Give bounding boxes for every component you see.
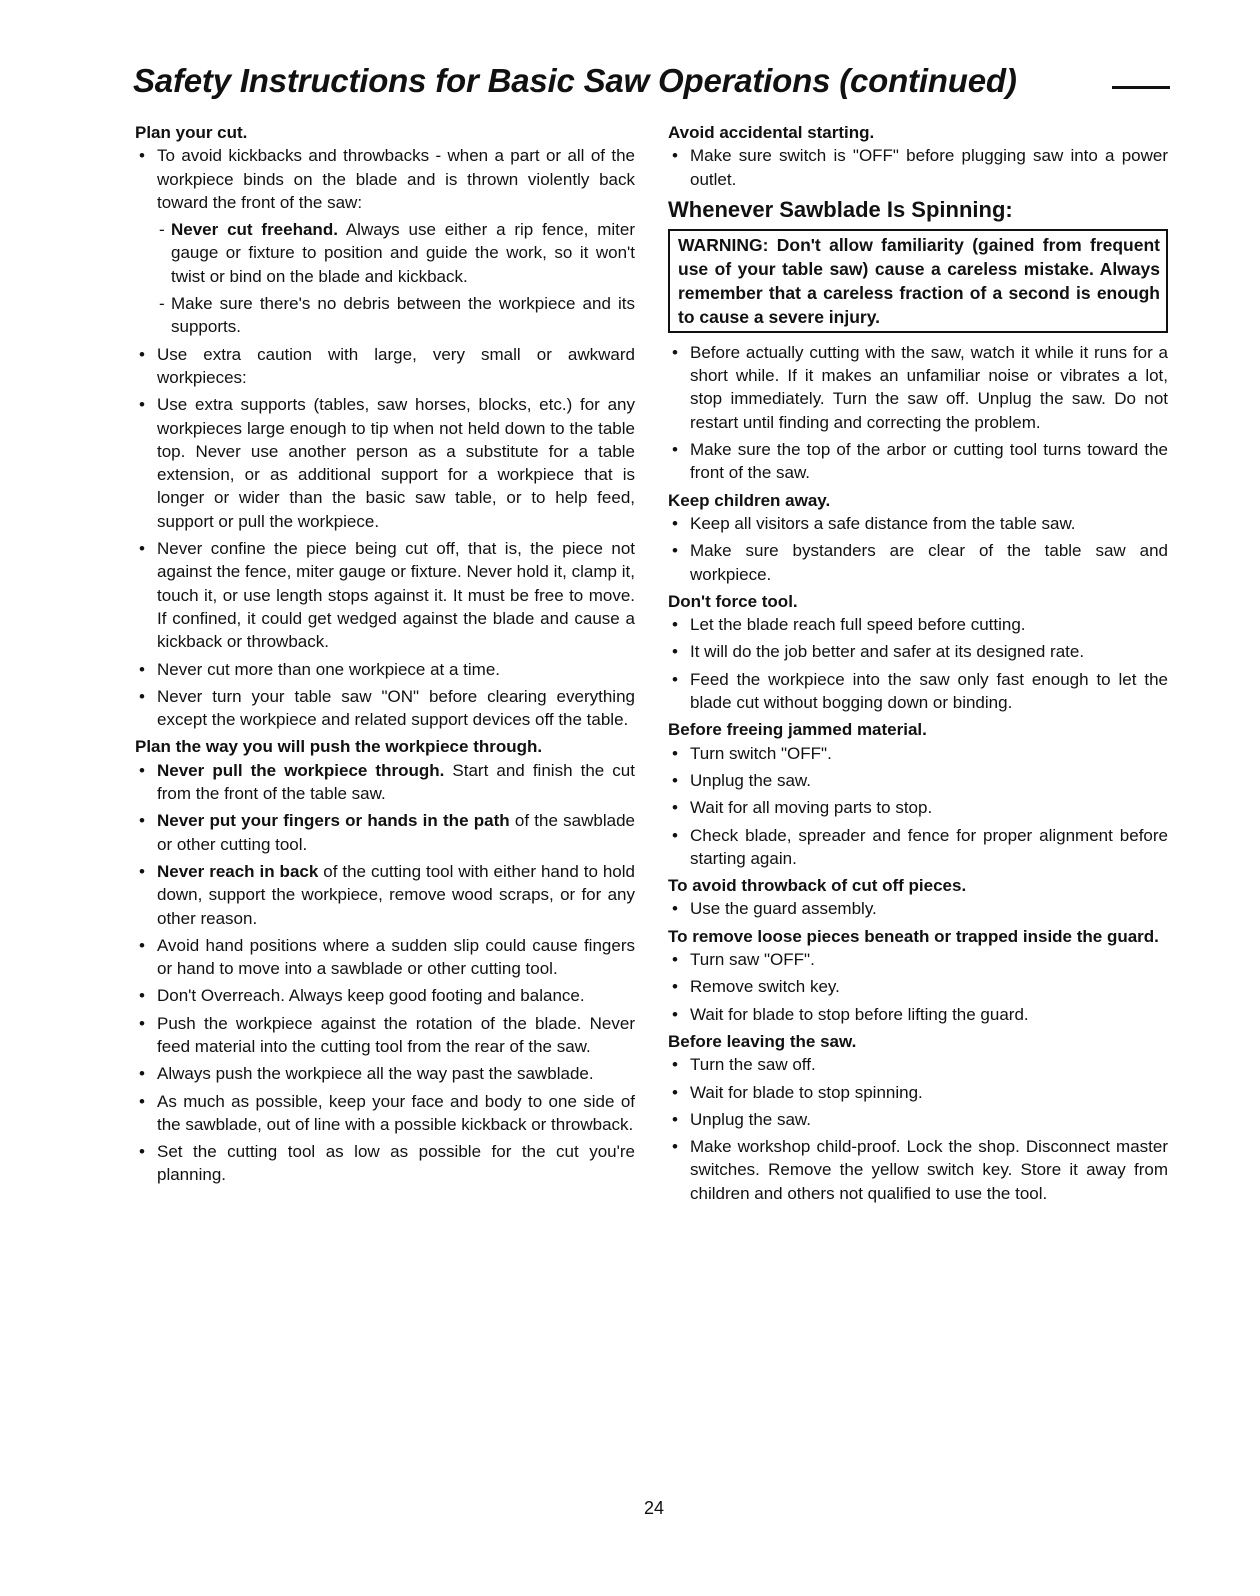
text: Remove switch key. [690,977,840,997]
text: Start and finish the cut from the front of the table saw. [157,760,635,804]
section-heading [135,121,635,144]
text: Let the blade reach full speed before cutting. [690,615,1026,635]
bold-lead: Never cut freehand. [171,220,338,240]
bullet-item [135,860,635,930]
text: Set the cutting tool as low as possible for the cut you're planning. [157,1142,635,1185]
text: Plan the way you will push the workpiece through. [135,737,543,757]
section-heading [668,874,1168,897]
section-heading [668,1030,1168,1053]
text: Never cut more than one workpiece at a time. [157,659,500,679]
text: Make workshop child-proof. Lock the shop. Disconnect master switches. Remove the yellow switch key. Store it away from children and others not qualified to use the tool. [690,1137,1168,1203]
text: Make sure the top of the arbor or cutting tool turns toward the front of the saw. [690,440,1168,483]
text: To avoid throwback of cut off pieces. [668,876,967,896]
left-column [135,120,635,1191]
text: Use extra caution with large, very small or awkward workpieces: [157,344,635,387]
text: Turn switch "OFF". [690,743,832,763]
text: Check blade, spreader and fence for proper alignment before starting again. [690,825,1168,868]
bold-lead: Never pull the workpiece through. [157,760,445,780]
bullet-item [668,1081,1168,1104]
major-heading [668,197,1168,223]
text: Plan your cut. [135,123,248,142]
text: Keep all visitors a safe distance from the table saw. [690,513,1076,533]
bold-lead: Never put your fingers or hands in the path [157,811,510,831]
text: Unplug the saw. [690,770,811,790]
text: Use extra supports (tables, saw horses, blocks, etc.) for any workpieces large enough to tip when not held down to the table top. Never use another person as a substitute for a table extension, or as additional support for a workpiece that is longer or wider than the basic saw table, or to help feed, support or pull the workpiece. [157,395,635,531]
bullet-item [135,393,635,533]
bullet-item [668,613,1168,636]
text: Always use either a rip fence, miter gauge or fixture to position and guide the work, so it won't twist or bind on the blade and kickback. [171,220,635,286]
text: Never turn your table saw "ON" before clearing everything except the workpiece and related support devices off the table. [157,686,635,730]
bullet-item [668,897,1168,920]
bullet-item [668,1003,1168,1026]
title-rule [1112,86,1170,89]
bullet-item [135,658,635,681]
text: Don't Overreach. Always keep good footing and balance. [157,986,585,1006]
bullet-item [668,512,1168,535]
text: Turn saw "OFF". [690,950,815,970]
bullet-item [668,1108,1168,1131]
text: Avoid hand positions where a sudden slip could cause fingers or hand to move into a sawblade or other cutting tool. [157,935,635,979]
bullet-item [135,1140,635,1187]
text: Avoid accidental starting. [668,123,875,142]
bullet-item [668,539,1168,586]
bullet-item [668,144,1168,191]
right-column [668,120,1168,1209]
text: Make sure switch is "OFF" before plugging saw into a power outlet. [690,146,1168,189]
section-heading [668,121,1168,144]
text: Feed the workpiece into the saw only fast enough to let the blade cut without bogging down or binding. [690,669,1168,713]
text: Never confine the piece being cut off, that is, the piece not against the fence, miter gauge or fixture. Never hold it, clamp it, touch it, or use length stops against it. It must be free to move. If confined, it could get wedged against the blade and cause a kickback or throwback. [157,539,635,652]
bullet-item [135,759,635,806]
section-heading [668,718,1168,741]
bullet-item [135,343,635,390]
section-heading [668,489,1168,512]
bullet-item [668,438,1168,485]
text: Make sure there's no debris between the workpiece and its supports. [171,294,635,337]
text: Unplug the saw. [690,1109,811,1129]
bullet-item [135,144,635,214]
sub-item [135,218,635,288]
bullet-item [668,769,1168,792]
bullet-item [135,1062,635,1085]
text: Whenever Sawblade Is Spinning: [668,196,1013,222]
text: To avoid kickbacks and throwbacks - when a part or all of the workpiece binds on the blade and is thrown violently back toward the front of the saw: [157,146,635,212]
text: Use the guard assembly. [690,899,877,919]
text: Wait for blade to stop spinning. [690,1082,923,1102]
text: Turn the saw off. [690,1055,816,1075]
bullet-item [668,341,1168,434]
text: Wait for blade to stop before lifting the guard. [690,1004,1029,1024]
text: WARNING: Don't allow familiarity (gained from frequent use of your table saw) cause a careless mistake. Always remember that a careless fraction of a second is enough to cause a severe injury. [678,234,1160,327]
bold-lead: Never reach in back [157,861,319,881]
text: Don't force tool. [668,591,798,611]
text: As much as possible, keep your face and body to one side of the sawblade, out of line with a possible kickback or throwback. [157,1091,635,1134]
text: of the sawblade or other cutting tool. [157,811,636,854]
bullet-item [668,948,1168,971]
text: Keep children away. [668,490,831,510]
page-number: 24 [643,1498,665,1518]
text: Push the workpiece against the rotation of the blade. Never feed material into the cutting tool from the rear of the saw. [157,1013,635,1056]
bullet-item [668,975,1168,998]
sub-item [135,292,635,339]
bullet-item [668,1053,1168,1076]
bullet-item [135,809,635,856]
section-heading [668,590,1168,613]
text: Make sure bystanders are clear of the table saw and workpiece. [690,541,1168,584]
bullet-item [668,824,1168,871]
text: Before leaving the saw. [668,1031,857,1051]
text: Before actually cutting with the saw, watch it while it runs for a short while. If it makes an unfamiliar noise or vibrates a lot, stop immediately. Turn the saw off. Unplug the saw. Do not restart until finding and correcting the problem. [690,342,1168,432]
section-heading [135,735,635,758]
text: Wait for all moving parts to stop. [690,798,933,818]
bullet-item [668,742,1168,765]
bullet-item [135,1090,635,1137]
bullet-item [135,934,635,981]
section-heading [668,925,1168,948]
bullet-item [135,685,635,732]
text: of the cutting tool with either hand to hold down, support the workpiece, remove wood scraps, or for any other reason. [157,861,635,928]
text: Always push the workpiece all the way past the sawblade. [157,1064,594,1084]
page-title: Safety Instructions for Basic Saw Operations (continued) [133,62,1017,99]
bullet-item [668,1135,1168,1205]
bullet-item [668,640,1168,663]
text: Before freeing jammed material. [668,720,927,740]
text: It will do the job better and safer at its designed rate. [690,642,1085,662]
bullet-item [135,537,635,653]
bullet-item [668,796,1168,819]
bullet-item [135,1012,635,1059]
bullet-item [135,984,635,1007]
bullet-item [668,668,1168,715]
text: To remove loose pieces beneath or trapped inside the guard. [668,926,1159,946]
warning-box [668,229,1168,333]
